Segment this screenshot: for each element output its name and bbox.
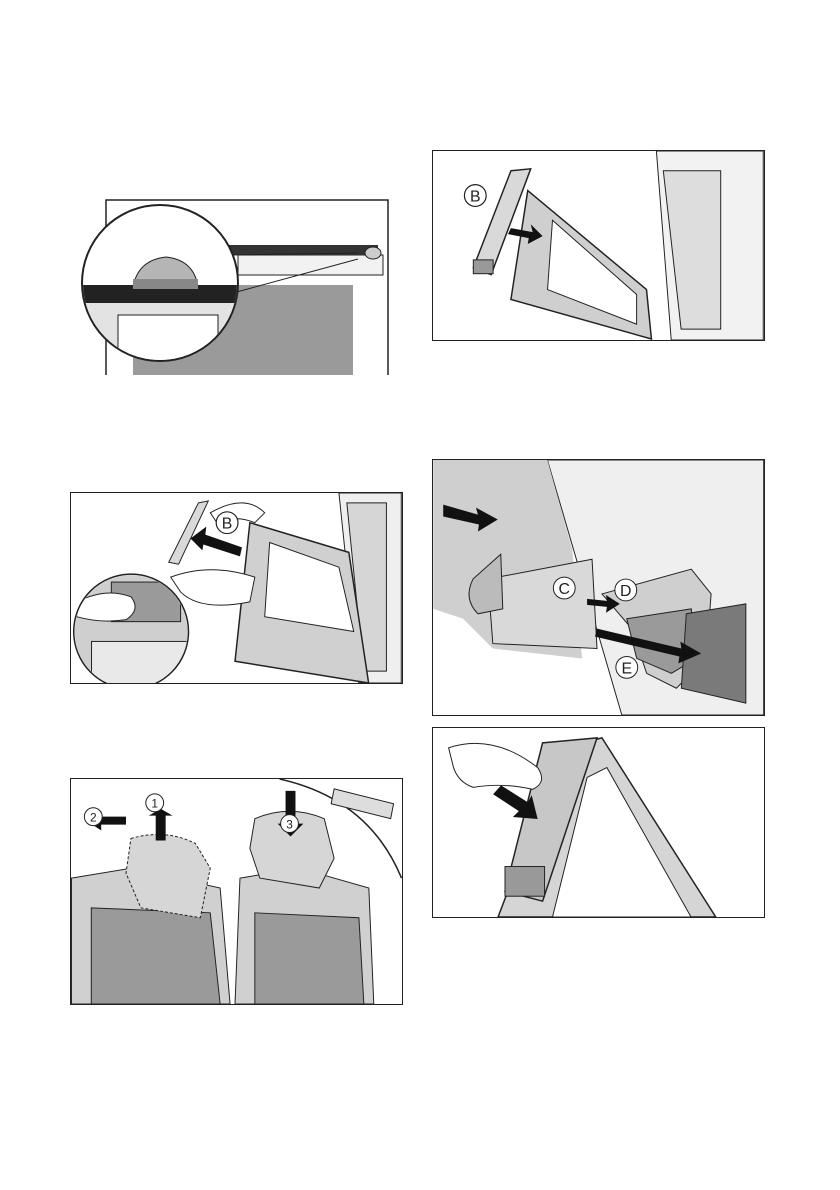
label-e: E bbox=[621, 660, 633, 678]
step-3-badge bbox=[281, 815, 299, 833]
label-e-callout bbox=[616, 656, 638, 678]
step-2-label: 2 bbox=[89, 810, 97, 825]
step-2-badge bbox=[84, 808, 102, 826]
step-1-badge bbox=[146, 794, 164, 812]
step-3-label: 3 bbox=[286, 817, 293, 832]
figure-door-trim-detail bbox=[78, 195, 393, 375]
label-d: D bbox=[620, 582, 632, 600]
door-trim-detail-illustration bbox=[78, 195, 393, 375]
label-c: C bbox=[558, 580, 571, 598]
label-c-callout bbox=[553, 577, 575, 599]
insert-clip-illustration bbox=[433, 460, 764, 715]
press-trim-illustration bbox=[433, 728, 764, 917]
label-b: B bbox=[470, 188, 481, 206]
figure-press-trim bbox=[432, 727, 765, 918]
figure-insert-clip bbox=[432, 459, 765, 716]
label-b-callout bbox=[464, 185, 486, 207]
figure-trim-clip-steps bbox=[70, 778, 403, 1005]
label-b-callout bbox=[216, 512, 238, 534]
pull-trim-illustration bbox=[71, 493, 402, 683]
figure-pull-trim bbox=[70, 492, 403, 684]
remove-trim-illustration bbox=[433, 151, 764, 340]
figure-remove-trim bbox=[432, 150, 765, 341]
label-b: B bbox=[221, 515, 233, 533]
trim-clip-steps-illustration bbox=[71, 779, 402, 1004]
label-d-callout bbox=[615, 579, 637, 601]
step-1-label: 1 bbox=[151, 796, 159, 811]
